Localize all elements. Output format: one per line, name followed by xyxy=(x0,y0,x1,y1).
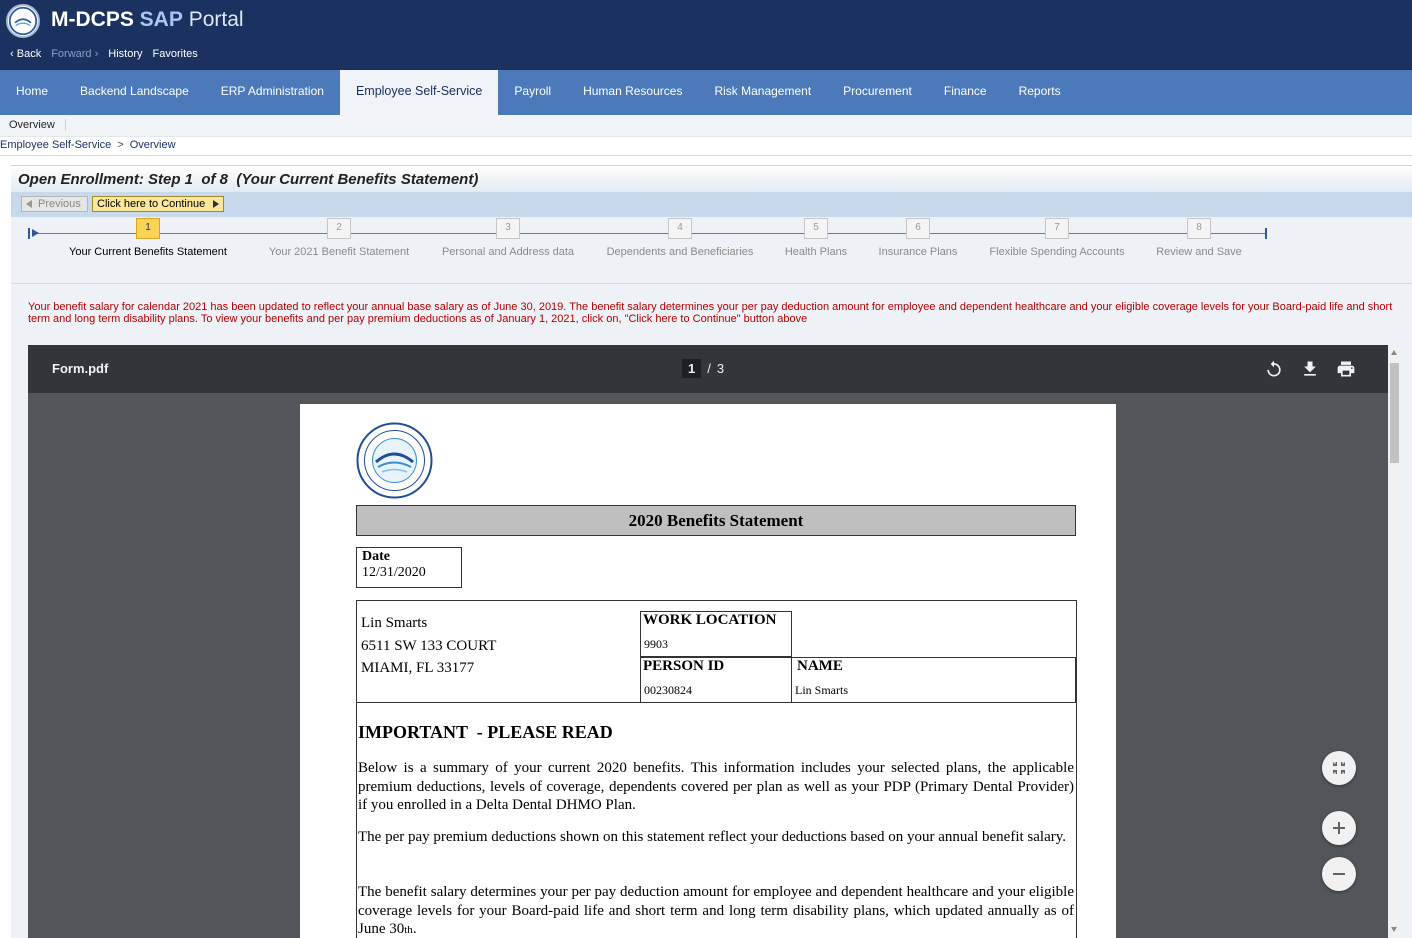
scroll-down-icon[interactable] xyxy=(1391,927,1397,932)
pdf-page-input[interactable]: 1 xyxy=(682,359,701,378)
previous-button[interactable]: Previous xyxy=(21,196,88,212)
breadcrumb-divider xyxy=(0,155,1412,156)
cell-divider xyxy=(791,658,792,703)
roadmap-step-label: Your Current Benefits Statement xyxy=(69,246,227,258)
roadmap-step-number: 3 xyxy=(496,218,520,239)
roadmap-step-label: Personal and Address data xyxy=(441,246,575,258)
work-location-cell xyxy=(640,611,792,657)
roadmap-step-number: 2 xyxy=(327,218,351,239)
content-area xyxy=(11,165,1412,938)
zoom-in-icon[interactable] xyxy=(1322,811,1356,845)
employee-address xyxy=(361,612,496,680)
roadmap-step-label: Health Plans xyxy=(784,246,848,258)
roadmap-step-6[interactable] xyxy=(838,217,998,258)
forward-label: Forward xyxy=(51,48,92,60)
roadmap-step-2[interactable] xyxy=(259,217,419,258)
top-navigation xyxy=(0,70,1412,115)
breadcrumb-separator: > xyxy=(117,139,124,151)
nav-erp-administration[interactable]: ERP Administration xyxy=(220,84,324,98)
portal-title-sap: SAP xyxy=(139,8,183,31)
back-button[interactable]: ‹ Back xyxy=(10,48,42,60)
nav-risk-management[interactable]: Risk Management xyxy=(714,84,812,98)
portal-title-main: M-DCPS xyxy=(51,8,140,31)
ordinal-suffix: th xyxy=(404,924,413,936)
roadmap-step-8[interactable] xyxy=(1119,217,1279,258)
portal-header xyxy=(0,0,1412,70)
rotate-icon[interactable] xyxy=(1264,359,1284,379)
nav-employee-self-service[interactable]: Employee Self-Service xyxy=(340,70,498,115)
benefit-salary-paragraph xyxy=(358,883,1074,938)
roadmap-step-1[interactable] xyxy=(68,217,228,258)
nav-finance[interactable]: Finance xyxy=(943,84,987,98)
person-id-value: 00230824 xyxy=(644,683,692,697)
roadmap-step-label: Flexible Spending Accounts xyxy=(989,246,1125,258)
sub-navigation xyxy=(0,115,1412,137)
page-title: Open Enrollment: Step 1 of 8 (Your Current Benefits Statement) xyxy=(11,165,1412,192)
nav-home[interactable]: Home xyxy=(16,84,49,98)
roadmap-step-number: 6 xyxy=(906,218,930,239)
roadmap-start-icon[interactable] xyxy=(28,228,40,239)
nav-procurement[interactable]: Procurement xyxy=(843,84,912,98)
history-button[interactable]: History xyxy=(108,48,143,60)
pdf-page-separator: / xyxy=(707,361,711,376)
page-border-right xyxy=(1076,703,1077,938)
zoom-out-icon[interactable] xyxy=(1322,857,1356,891)
forward-button[interactable]: Forward › xyxy=(51,48,99,60)
print-icon[interactable] xyxy=(1336,359,1356,379)
work-location-label: WORK LOCATION xyxy=(643,612,777,628)
benefit-salary-notice: Your benefit salary for calendar 2021 has been updated to reflect your annual base salary as of June 30, 2019. The benefit salary determines your per pay deduction amount for employee and dependent healthcare and your eligible coverage levels for your Board-paid life and short term and long term disability plans. To view your benefits and per pay premium deductions as of January 1, 2021, click on, "Click here to Continue" button above xyxy=(28,301,1393,325)
address-line-2: MIAMI, FL 33177 xyxy=(361,660,475,676)
roadmap-step-3[interactable] xyxy=(428,217,588,258)
favorites-button[interactable]: Favorites xyxy=(152,48,198,60)
important-heading: IMPORTANT - PLEASE READ xyxy=(358,722,613,742)
nav-payroll[interactable]: Payroll xyxy=(514,84,552,98)
deductions-paragraph: The per pay premium deductions shown on this statement reflect your deductions based on your annual benefit salary. xyxy=(358,829,1066,845)
person-name-cell xyxy=(640,657,1076,703)
roadmap-step-7[interactable] xyxy=(977,217,1137,258)
work-location-value: 9903 xyxy=(644,637,668,651)
school-seal-icon xyxy=(356,422,433,499)
portal-title-portal: Portal xyxy=(182,8,244,31)
nav-human-resources[interactable]: Human Resources xyxy=(583,84,683,98)
breadcrumb-current[interactable]: Overview xyxy=(129,139,176,151)
roadmap-step-label: Review and Save xyxy=(1156,246,1242,258)
roadmap-step-number: 7 xyxy=(1045,218,1069,239)
nav-backend-landscape[interactable]: Backend Landscape xyxy=(80,84,189,98)
mdcps-logo-icon[interactable] xyxy=(6,4,40,38)
date-box xyxy=(356,547,462,588)
back-label: Back xyxy=(16,48,42,60)
pdf-filename: Form.pdf xyxy=(52,361,109,376)
pdf-total-pages: 3 xyxy=(716,361,725,376)
roadmap-step-number: 4 xyxy=(668,218,692,239)
pdf-page xyxy=(300,404,1116,938)
roadmap-divider xyxy=(11,283,1412,284)
roadmap-step-number: 8 xyxy=(1187,218,1211,239)
address-line-1: 6511 SW 133 COURT xyxy=(361,637,497,654)
download-icon[interactable] xyxy=(1300,359,1320,379)
name-value: Lin Smarts xyxy=(795,683,848,697)
scroll-up-icon[interactable] xyxy=(1391,350,1397,355)
vertical-scrollbar[interactable] xyxy=(1388,345,1401,938)
benefit-salary-text: The benefit salary determines your per pay deduction amount for employee and dependent healthcare and your eligible coverage levels for your Board-paid life and short term and long term disability plans, which updated annually as of June 30 xyxy=(358,884,1074,937)
nav-reports[interactable]: Reports xyxy=(1018,84,1061,98)
roadmap xyxy=(11,217,1412,284)
roadmap-step-label: Dependents and Beneficiaries xyxy=(606,246,754,258)
sentence-end: . xyxy=(412,921,417,937)
scrollbar-thumb[interactable] xyxy=(1390,363,1399,463)
continue-button[interactable]: Click here to Continue xyxy=(92,196,224,212)
date-value: 12/31/2020 xyxy=(362,565,426,580)
date-label: Date xyxy=(362,549,390,564)
employee-info-box xyxy=(356,600,1077,703)
page-border-left xyxy=(356,703,357,938)
person-id-label: PERSON ID xyxy=(643,658,725,674)
employee-name: Lin Smarts xyxy=(361,615,428,631)
portal-title xyxy=(51,8,244,32)
history-navigation xyxy=(10,48,198,60)
pdf-viewer[interactable] xyxy=(28,345,1388,938)
pdf-page-indicator xyxy=(682,359,724,378)
statement-title: 2020 Benefits Statement xyxy=(356,505,1076,536)
roadmap-step-number: 1 xyxy=(136,218,160,239)
summary-paragraph: Below is a summary of your current 2020 benefits. This information includes your selected plans, the applicable premium deductions, levels of coverage, dependents covered per plan as well as your PDP (Primary Dental Provider) if you enrolled in a Delta Dental DHMO Plan. xyxy=(358,760,1074,813)
pdf-toolbar xyxy=(28,345,1388,393)
breadcrumb xyxy=(0,139,176,151)
roadmap-step-number: 5 xyxy=(804,218,828,239)
name-label: NAME xyxy=(797,658,843,674)
breadcrumb-parent[interactable]: Employee Self-Service xyxy=(0,139,112,151)
tab-overview[interactable]: Overview xyxy=(9,119,66,131)
roadmap-step-label: Your 2021 Benefit Statement xyxy=(268,246,410,258)
step-button-bar xyxy=(11,192,1412,217)
fit-page-icon[interactable] xyxy=(1322,751,1356,785)
roadmap-step-label: Insurance Plans xyxy=(878,246,958,258)
